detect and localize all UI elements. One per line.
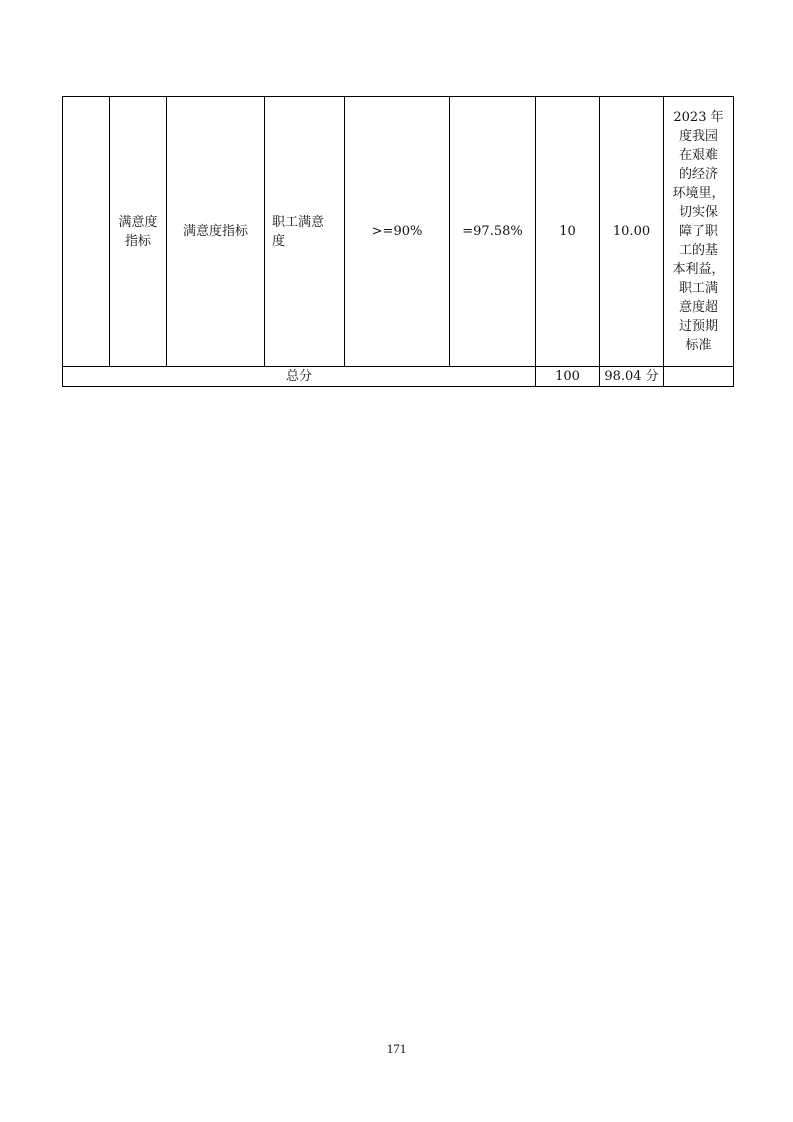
table-row xyxy=(63,97,734,367)
cell-remark: 2023 年 度我园 在艰难 的经济 环境里， 切实保 障了职 工的基 本利益， 职工满 意度超 过预期 标准 xyxy=(664,97,734,367)
total-remark xyxy=(664,367,734,387)
cell-actual-value: =97.58% xyxy=(450,97,536,367)
total-weight: 100 xyxy=(536,367,600,387)
cell-level1-indicator: 满意度 指标 xyxy=(110,97,167,367)
total-row xyxy=(63,367,734,387)
cell-first-level-category xyxy=(63,97,110,367)
total-score: 98.04 分 xyxy=(600,367,664,387)
performance-evaluation-table xyxy=(62,96,734,387)
cell-weight: 10 xyxy=(536,97,600,367)
cell-level3-indicator: 职工满意 度 xyxy=(265,97,345,367)
total-label: 总分 xyxy=(63,367,536,387)
cell-score: 10.00 xyxy=(600,97,664,367)
cell-level2-indicator: 满意度指标 xyxy=(167,97,265,367)
cell-target-value: >=90% xyxy=(345,97,450,367)
page-number: 171 xyxy=(386,1041,407,1056)
